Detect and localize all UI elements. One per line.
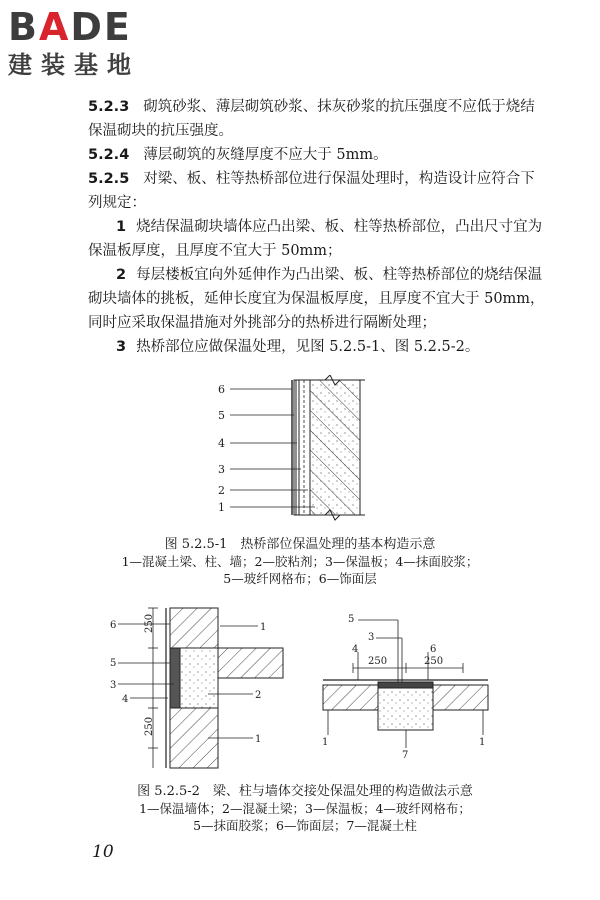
fig2l-label-1a: 1 [260,622,267,633]
fig2r-dim-right: 250 [424,656,444,667]
clause-5-2-5: 5.2.5 对梁、板、柱等热桥部位进行保温处理时，构造设计应符合下列规定： [88,171,535,211]
fig2l-label-5: 5 [110,658,117,669]
figure2-legend-2: 5—抹面胶浆；6—饰面层；7—混凝土柱 [193,818,417,833]
fig2r-label-4: 4 [352,644,359,655]
figure1-legend-2: 5—玻纤网格布；6—饰面层 [223,571,377,586]
fig1-label-3: 3 [218,463,225,476]
fig2r-label-7: 7 [402,750,409,760]
fig2r-label-1b: 1 [479,737,486,748]
figure1-title: 图 5.2.5-1 热桥部位保温处理的基本构造示意 [164,537,436,552]
figure-5-2-5-1 [215,375,385,525]
item-2: 2 每层楼板宜向外延伸作为凸出梁、板、柱等热桥部位的烧结保温砌块墙体的挑板，延伸长度宜为保温板厚度，且厚度不宜大于 50mm，同时应采取保温措施对外挑部分的热桥进行隔断处理； [88,267,545,331]
fig2r-label-1a: 1 [322,737,329,748]
fig2r-label-6: 6 [430,644,437,655]
page-number: 10 [92,842,114,862]
fig2r-insulation-board [378,682,433,688]
logo-subtitle: 建装基地 [8,51,140,79]
clause-5-2-3: 5.2.3 砌筑砂浆、薄层砌筑砂浆、抹灰砂浆的抗压强度不应低于烧结保温砌块的抗压强度。 [88,99,535,139]
fig2l-dim-top: 250 [144,613,155,633]
item-3: 3 热桥部位应做保温处理，见图 5.2.5-1、图 5.2.5-2。 [116,339,480,355]
figure2-caption [100,783,510,834]
fig2l-label-2: 2 [255,690,262,701]
clause-5-2-4: 5.2.4 薄层砌筑的灰缝厚度不应大于 5mm。 [88,147,388,163]
logo-brand: BADE [8,5,132,49]
fig2r-dim-left: 250 [368,656,388,667]
figure1-legend-1: 1—混凝土梁、柱、墙；2—胶粘剂；3—保温板；4—抹面胶浆； [121,554,479,569]
figure-5-2-5-2-right [318,610,493,760]
concrete-beam [218,648,283,678]
fig2-insulation-board [170,648,180,708]
fig1-label-2: 2 [218,484,225,497]
fig2r-label-3: 3 [368,632,375,643]
fig1-label-5: 5 [218,409,225,422]
figure2-legend-1: 1—保温墙体；2—混凝土梁；3—保温板；4—玻纤网格布； [139,801,471,816]
figure1-caption [120,536,480,587]
fig1-label-6: 6 [218,383,225,396]
logo [8,6,178,80]
fig2l-label-6: 6 [110,620,117,631]
body-text [88,95,548,359]
item-1: 1 烧结保温砌块墙体应凸出梁、板、柱等热桥部位，凸出尺寸宜为保温板厚度，且厚度不宜大于 50mm； [88,219,543,259]
fig2l-label-4: 4 [122,694,129,705]
figure-5-2-5-2-left [108,598,293,773]
fig2l-label-3: 3 [110,680,117,691]
fig2l-dim-bottom: 250 [144,716,155,736]
fig2r-label-5: 5 [348,614,355,625]
fig2l-label-1b: 1 [255,734,262,745]
fig1-label-1: 1 [218,501,225,514]
figure2-title: 图 5.2.5-2 梁、柱与墙体交接处保温处理的构造做法示意 [137,784,473,799]
insulation-board [299,380,310,515]
fig1-label-4: 4 [218,437,225,450]
